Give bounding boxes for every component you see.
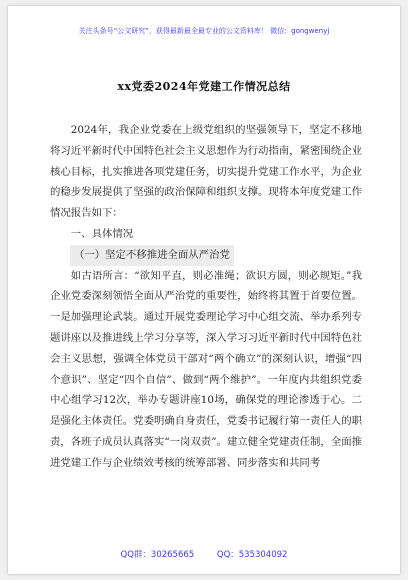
section-heading: 一、具体情况 [70,227,134,240]
qq-group-text: QQ群：30265665 [120,550,195,560]
header-banner: 关注头条号“公文研究”，获得最新最全最专业的公文资料库！ 微信：gongwenyj [78,27,330,35]
document-page [8,6,400,574]
document-body [50,120,362,474]
qq-contact-text: QQ：535304092 [216,550,288,560]
footer-banner [8,548,400,560]
subsection-heading: （一）坚定不移推进全面从严治党 [70,245,234,266]
document-title: xx党委2024年党建工作情况总结 [117,80,291,93]
body-paragraph: 如古语所言：“欲知平直，则必准绳；欲识方圆，则必规矩。”我企业党委深刻领悟全面从严治党的重要性，始终将其置于首要位置。一是加强理论武装。通过开展党委理论学习中心组交流、举办系列专题讲座以及推进线上学习分享等，深入学习习近平新时代中国特色社会主义思想，强调全体党员干部对“两个确立”的深刻认识，增强“四个意识”、坚定“四个自信”、做到“两个维护”。一年度内共组织党委中心组学习12次，举办专题讲座10场，确保党的理论渗透于心。二是强化主体责任。党委明确自身责任，党委书记履行第一责任人的职责，各班子成员认真落实“一岗双责”。建立健全党建责任制，全面推进党建工作与企业绩效考核的统筹部署、同步落实和共同考 [50,269,362,469]
intro-paragraph: 2024年，我企业党委在上级党组织的坚强领导下，坚定不移地将习近平新时代中国特色社会主义思想作为行动指南，紧密围绕企业核心目标，扎实推进各项党建任务，切实提升党建工作水平，为企业的稳步发展提供了坚强的政治保障和组织支撑。现将本年度党建工作情况报告如下： [50,124,362,220]
